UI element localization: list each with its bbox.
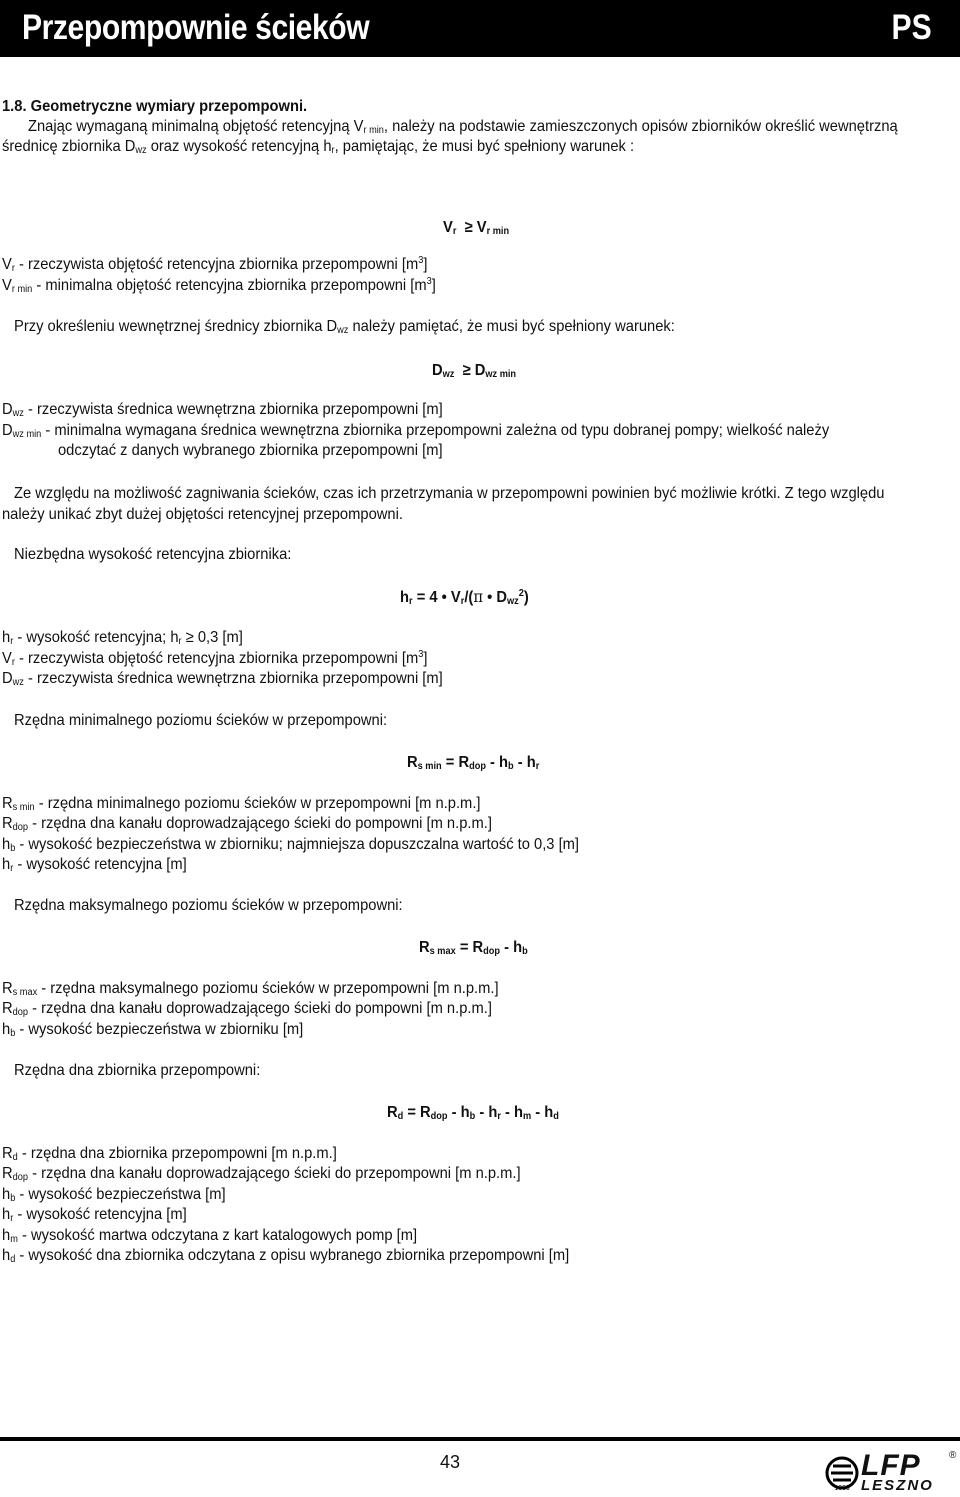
def-rd-hd: $h_d$ - wysokość dna zbiornika odczytana z opisu wybranego zbiornika przepompowni [m] — [2, 1247, 570, 1265]
def-rsmax-hb: $h_b$ - wysokość bezpieczeństwa w zbiorniku [m] — [2, 1021, 304, 1039]
def-rsmin-hr: $h_r$ - wysokość retencyjna [m] — [2, 856, 187, 874]
def-hr: $h_r$ - wysokość retencyjna; $h_r \ge 0,3$ [m] — [2, 629, 243, 647]
def-hr-vr: $V_r$ - rzeczywista objętość retencyjna zbiornika przepompowni $[m^3]$ — [2, 649, 428, 668]
page-header — [0, 0, 960, 57]
label-rd: Rzędna dna zbiornika przepompowni: — [14, 1062, 261, 1079]
def-rsmin-hb: $h_b$ - wysokość bezpieczeństwa w zbiorniku; najmniejsza dopuszczalna wartość to 0,3 [m] — [2, 836, 580, 854]
para-retention-2: należy unikać zbyt dużej objętości retencyjnej przepompowni. — [2, 506, 403, 523]
formula-vr: $V_r \ge V_{r min}$ — [443, 219, 510, 237]
lfp-logo — [825, 1449, 957, 1494]
section-heading: 1.8. Geometryczne wymiary przepompowni. — [2, 98, 308, 115]
def-rd-hr: $h_r$ - wysokość retencyjna [m] — [2, 1206, 187, 1224]
logo-letters: LFP — [861, 1449, 921, 1482]
def-vr: $V_r$ - rzeczywista objętość retencyjna zbiornika przepompowni $[m^3]$ — [2, 255, 428, 274]
formula-hr: $h_r = 4$ • $V_r/(\pi$ • $D_{wz}^2$) — [400, 587, 529, 607]
formula-rsmax: $R_{s max} = R_{dop} - h_b$ — [419, 939, 528, 957]
def-rd-hb: $h_b$ - wysokość bezpieczeństwa [m] — [2, 1186, 226, 1204]
def-rsmin-rdop: $R_{dop}$ - rzędna dna kanału doprowadzającego ścieki do pompowni [m n.p.m.] — [2, 815, 492, 833]
lfp-emblem-icon — [825, 1454, 859, 1492]
para-diameter: Przy określeniu wewnętrznej średnicy zbiornika $D_{wz}$ należy pamiętać, że musi być spełniony warunek: — [14, 318, 675, 336]
para-retention-1: Ze względu na możliwość zagniwania ścieków, czas ich przetrzymania w przepompowni powinien być możliwie krótki. Z tego względu — [14, 485, 885, 502]
def-rd: $R_d$ - rzędna dna zbiornika przepompowni [m n.p.m.] — [2, 1145, 337, 1163]
def-rd-hm: $h_m$ - wysokość martwa odczytana z kart katalogowych pomp [m] — [2, 1227, 418, 1245]
def-rsmax: $R_{s max}$ - rzędna maksymalnego poziomu ścieków w przepompowni [m n.p.m.] — [2, 980, 499, 998]
def-rsmin: $R_{s min}$ - rzędna minimalnego poziomu ścieków w przepompowni [m n.p.m.] — [2, 795, 481, 813]
def-dwzmin: $D_{wz min}$ - minimalna wymagana średnica wewnętrzna zbiornika przepompowni zależna od typu dobranej pompy; wielkość należy — [2, 422, 830, 440]
label-hr: Niezbędna wysokość retencyjna zbiornika: — [14, 546, 292, 563]
def-vrmin: $V_{r min}$ - minimalna objętość retencyjna zbiornika przepompowni $[m^3]$ — [2, 276, 436, 295]
svg-text:1869: 1869 — [834, 1485, 850, 1492]
def-hr-dwz: $D_{wz}$ - rzeczywista średnica wewnętrzna zbiornika przepompowni [m] — [2, 670, 443, 688]
intro-line-1: Znając wymaganą minimalną objętość retencyjną $V_{r min}$, należy na podstawie zamieszczonych opisów zbiorników określić wewnętrzną — [28, 118, 898, 136]
intro-line-2: średnicę zbiornika $D_{wz}$ oraz wysokość retencyjną $h_r$, pamiętając, że musi być spełniony warunek : — [2, 138, 635, 156]
label-rsmax: Rzędna maksymalnego poziomu ścieków w przepompowni: — [14, 897, 403, 914]
registered-mark: ® — [949, 1450, 957, 1461]
def-rd-rdop: $R_{dop}$ - rzędna dna kanału doprowadzającego ścieki do przepompowni [m n.p.m.] — [2, 1165, 521, 1183]
logo-city: LESZNO — [861, 1477, 934, 1494]
header-title: Przepompownie ścieków — [22, 8, 370, 47]
label-rsmin: Rzędna minimalnego poziomu ścieków w przepompowni: — [14, 712, 388, 729]
header-code: PS — [891, 8, 932, 47]
def-dwz: $D_{wz}$ - rzeczywista średnica wewnętrzna zbiornika przepompowni [m] — [2, 401, 443, 419]
formula-rd: $R_d = R_{dop} - h_b - h_r - h_m - h_d$ — [387, 1104, 559, 1122]
page-number: 43 — [440, 1452, 461, 1472]
formula-dwz: $D_{wz} \ge D_{wz min}$ — [432, 362, 517, 380]
def-dwzmin-cont: odczytać z danych wybranego zbiornika przepompowni [m] — [58, 442, 443, 459]
footer-rule — [0, 1437, 960, 1441]
formula-rsmin: $R_{s min} = R_{dop} - h_b - h_r$ — [407, 754, 540, 772]
def-rsmax-rdop: $R_{dop}$ - rzędna dna kanału doprowadzającego ścieki do pompowni [m n.p.m.] — [2, 1000, 492, 1018]
